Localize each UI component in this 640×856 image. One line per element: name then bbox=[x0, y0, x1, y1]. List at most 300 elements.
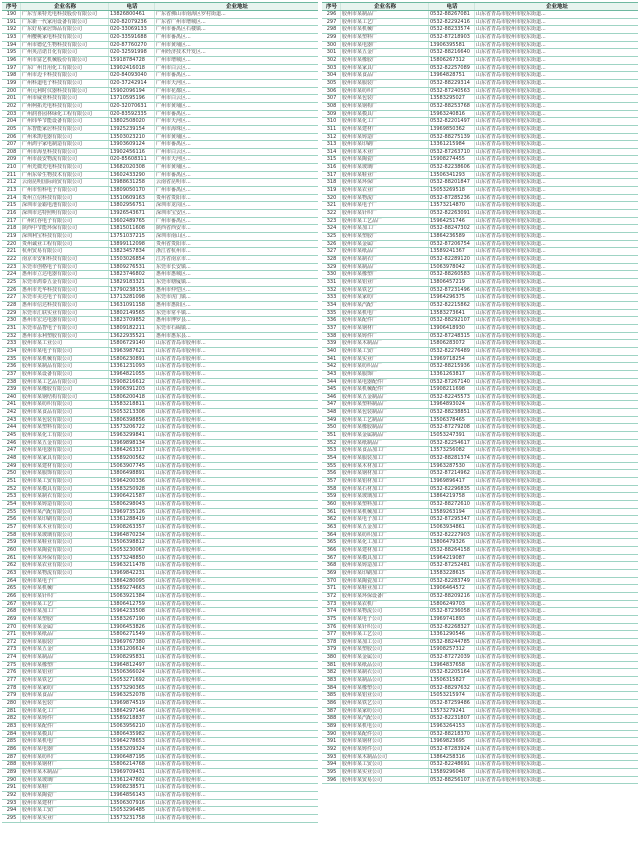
cell-name: 胶州市某家纺厂 bbox=[20, 685, 108, 692]
table-row bbox=[322, 685, 638, 693]
cell-tel: 13503023210 bbox=[108, 134, 154, 141]
cell-no: 276 bbox=[6, 669, 17, 676]
cell-addr: 山东省青岛市胶州市胶东街道... bbox=[474, 493, 638, 500]
cell-addr: 广州市番禺区... bbox=[154, 141, 318, 148]
cell-addr: 山东省青岛市胶州市胶东街道... bbox=[474, 486, 638, 493]
cell-tel: 13964893024 bbox=[428, 401, 474, 408]
table-row bbox=[2, 302, 318, 310]
cell-name: 东莞市汇联实业有限公司 bbox=[20, 310, 108, 317]
cell-name: 广州市恒科电子有限公司 bbox=[20, 187, 108, 194]
cell-tel: 13506366024 bbox=[108, 669, 154, 676]
cell-addr: 云南省昆明市... bbox=[154, 179, 318, 186]
cell-name: 胶州市某化工加工厂 bbox=[340, 539, 428, 546]
cell-addr: 山东省青岛市胶州市... bbox=[154, 585, 318, 592]
cell-tel: 13964812497 bbox=[108, 662, 154, 669]
table-row bbox=[322, 95, 638, 103]
table-row bbox=[2, 509, 318, 517]
cell-name: 胶州市某玻璃厂 bbox=[20, 777, 108, 784]
cell-tel: 0532-88292107 bbox=[428, 317, 474, 324]
table-row bbox=[322, 761, 638, 769]
cell-name: 胶州市某农业厂 bbox=[340, 187, 428, 194]
cell-tel: 020-84093040 bbox=[108, 72, 154, 79]
cell-no: 349 bbox=[326, 416, 337, 423]
cell-no: 218 bbox=[6, 225, 17, 232]
cell-no: 198 bbox=[6, 72, 17, 79]
cell-addr: 山东省青岛市胶州市胶东街道... bbox=[474, 585, 638, 592]
cell-no: 235 bbox=[6, 355, 17, 362]
cell-addr: 山东省青岛市胶州市胶东街道... bbox=[474, 516, 638, 523]
cell-no: 323 bbox=[326, 217, 337, 224]
cell-name: 胶州市某服饰有限公司 bbox=[20, 470, 108, 477]
cell-tel: 15063907745 bbox=[108, 463, 154, 470]
cell-addr: 山东省青岛市胶州市胶东街道... bbox=[474, 562, 638, 569]
table-row bbox=[322, 317, 638, 325]
cell-tel: 0532-88215936 bbox=[428, 363, 474, 370]
cell-name: 胶州市某工艺公司 bbox=[340, 631, 428, 638]
cell-no: 254 bbox=[6, 501, 17, 507]
cell-tel: 13583228615 bbox=[428, 570, 474, 577]
table-row bbox=[322, 49, 638, 57]
cell-name: 广东新一代家用设备有限公司 bbox=[20, 19, 108, 26]
cell-name: 胶州市某铁艺厂 bbox=[340, 287, 428, 294]
table-row bbox=[322, 555, 638, 563]
cell-name: 胶州市某机电厂 bbox=[20, 738, 108, 745]
cell-addr: 山东省青岛市胶州市胶东街道... bbox=[474, 65, 638, 72]
cell-tel: 13906421587 bbox=[108, 493, 154, 500]
cell-no: 364 bbox=[326, 531, 337, 538]
cell-name: 胶州市某包装厂 bbox=[340, 95, 428, 102]
cell-addr: 深圳市南山区... bbox=[154, 233, 318, 240]
table-row bbox=[2, 118, 318, 126]
cell-name: 东莞市晶智电子有限公司 bbox=[20, 325, 108, 332]
cell-no: 314 bbox=[326, 148, 337, 155]
cell-no: 238 bbox=[6, 378, 17, 385]
table-row bbox=[2, 761, 318, 769]
cell-tel: 13806457219 bbox=[428, 279, 474, 286]
cell-no: 316 bbox=[326, 164, 337, 171]
cell-no: 388 bbox=[326, 715, 337, 722]
cell-addr: 山东省青岛市胶州市胶东街道... bbox=[474, 463, 638, 470]
cell-addr: 山东省青岛市胶州市胶东街道... bbox=[474, 156, 638, 163]
cell-addr: 山东省青岛市胶州市... bbox=[154, 662, 318, 669]
cell-addr: 山东省青岛市胶州市... bbox=[154, 624, 318, 631]
cell-no: 216 bbox=[6, 210, 17, 217]
cell-tel: 13969718254 bbox=[428, 356, 474, 363]
cell-name: 胶州市某塑料有限公司 bbox=[20, 424, 108, 431]
cell-no: 367 bbox=[326, 554, 337, 561]
cell-tel: 13864236589 bbox=[428, 233, 474, 240]
cell-name: 胶州市某五金厂 bbox=[20, 646, 108, 653]
cell-addr: 山东省青岛市胶州市... bbox=[154, 578, 318, 585]
table-row bbox=[2, 562, 318, 570]
cell-addr: 深圳市宝安区... bbox=[154, 210, 318, 217]
cell-addr: 惠州市惠阳区... bbox=[154, 302, 318, 309]
cell-tel: 0532-87231496 bbox=[428, 287, 474, 294]
table-row bbox=[322, 156, 638, 164]
cell-no: 194 bbox=[6, 41, 17, 48]
cell-tel: 15963264153 bbox=[428, 723, 474, 730]
cell-addr: 山东省青岛市胶州市... bbox=[154, 784, 318, 791]
cell-addr: 山东省青岛市胶州市胶东街道... bbox=[474, 248, 638, 255]
cell-no: 204 bbox=[6, 118, 17, 125]
cell-name: 胶州市某包装厂 bbox=[20, 700, 108, 707]
cell-no: 213 bbox=[6, 187, 17, 194]
cell-addr: 惠州市惠城区... bbox=[154, 271, 318, 278]
cell-tel: 020-82079236 bbox=[108, 19, 154, 26]
table-row bbox=[2, 417, 318, 425]
cell-addr: 山东省青岛市胶州市胶东街道... bbox=[474, 639, 638, 646]
cell-name: 胶州市某纸品公司 bbox=[340, 662, 428, 669]
table-row bbox=[322, 708, 638, 716]
cell-tel: 15063934861 bbox=[428, 524, 474, 531]
cell-no: 285 bbox=[6, 738, 17, 745]
cell-tel: 15963240816 bbox=[428, 111, 474, 118]
cell-tel: 13906418930 bbox=[428, 325, 474, 332]
cell-name: 胶州市某塑料厂 bbox=[340, 34, 428, 41]
cell-name: 胶州市某建材有限公司 bbox=[20, 463, 108, 470]
cell-name: 胶州市某木制品厂 bbox=[340, 340, 428, 347]
cell-name: 胶州市某玻璃厂 bbox=[340, 164, 428, 171]
cell-tel: 13506341293 bbox=[428, 172, 474, 179]
cell-no: 202 bbox=[6, 102, 17, 109]
table-row bbox=[2, 516, 318, 524]
cell-no: 389 bbox=[326, 723, 337, 730]
cell-no: 344 bbox=[326, 378, 337, 385]
cell-name: 胶州市某钢结构有限公司 bbox=[20, 394, 108, 401]
cell-no: 245 bbox=[6, 432, 17, 439]
table-row bbox=[2, 409, 318, 417]
table-row bbox=[2, 815, 318, 823]
table-row bbox=[322, 669, 638, 677]
table-row bbox=[322, 195, 638, 203]
cell-no: 313 bbox=[326, 141, 337, 148]
table-row bbox=[322, 80, 638, 88]
cell-no: 325 bbox=[326, 233, 337, 240]
cell-tel: 0532-87263710 bbox=[428, 149, 474, 156]
cell-name: 胶州市某工贸厂 bbox=[340, 348, 428, 355]
cell-tel: 0532-88244785 bbox=[428, 639, 474, 646]
table-row bbox=[2, 800, 318, 808]
header-tel: 电话 bbox=[428, 3, 474, 10]
cell-no: 390 bbox=[326, 730, 337, 737]
table-row bbox=[2, 195, 318, 203]
cell-addr: 山东省青岛市胶州市胶东街道... bbox=[474, 72, 638, 79]
cell-tel: 0532-82227903 bbox=[428, 532, 474, 539]
table-row bbox=[322, 340, 638, 348]
table-row bbox=[2, 95, 318, 103]
cell-tel: 13864263317 bbox=[108, 447, 154, 454]
table-row bbox=[2, 294, 318, 302]
cell-tel: 13802508020 bbox=[108, 118, 154, 125]
cell-tel: 13806479326 bbox=[428, 539, 474, 546]
table-row bbox=[2, 103, 318, 111]
table-row bbox=[322, 417, 638, 425]
table-row bbox=[2, 264, 318, 272]
cell-name: 胶州市某塑胶厂 bbox=[340, 233, 428, 240]
cell-name: 胶州市某铁艺公司 bbox=[340, 700, 428, 707]
cell-tel: 15908274455 bbox=[428, 156, 474, 163]
table-row bbox=[2, 662, 318, 670]
cell-tel: 13823709852 bbox=[108, 317, 154, 324]
cell-addr: 山东省青岛市胶州市胶东街道... bbox=[474, 271, 638, 278]
table-row bbox=[322, 593, 638, 601]
cell-addr: 惠州市博罗县... bbox=[154, 317, 318, 324]
table-row bbox=[2, 478, 318, 486]
cell-name: 胶州市某铸造厂 bbox=[340, 134, 428, 141]
cell-no: 393 bbox=[326, 753, 337, 760]
table-row bbox=[322, 754, 638, 762]
cell-tel: 13806435982 bbox=[108, 731, 154, 738]
cell-no: 335 bbox=[326, 309, 337, 316]
enterprise-table-right bbox=[322, 2, 638, 784]
table-row bbox=[2, 493, 318, 501]
cell-name: 广州鸿宇家电制造有限公司 bbox=[20, 141, 108, 148]
cell-name: 胶州市某服饰厂 bbox=[340, 371, 428, 378]
cell-no: 282 bbox=[6, 715, 17, 722]
cell-tel: 0532-87259486 bbox=[428, 700, 474, 707]
cell-tel: 13573214870 bbox=[428, 202, 474, 209]
cell-addr: 山东省青岛市胶州市胶东街道... bbox=[474, 348, 638, 355]
table-row bbox=[2, 317, 318, 325]
cell-no: 312 bbox=[326, 133, 337, 140]
cell-name: 广东智能家居科技有限公司 bbox=[20, 126, 108, 133]
table-body bbox=[322, 11, 638, 784]
cell-addr: 山东省青岛市胶州市胶东街道... bbox=[474, 111, 638, 118]
cell-name: 广州柯拓光电科技有限公司 bbox=[20, 103, 108, 110]
cell-name: 胶州市某铸件厂 bbox=[340, 333, 428, 340]
table-row bbox=[322, 179, 638, 187]
cell-no: 354 bbox=[326, 455, 337, 462]
cell-no: 248 bbox=[6, 455, 17, 462]
cell-name: 胶州市某钢构厂 bbox=[340, 103, 428, 110]
cell-tel: 13906453826 bbox=[108, 624, 154, 631]
cell-tel: 13583295027 bbox=[428, 95, 474, 102]
cell-name: 胶州市某工艺品有限公司 bbox=[20, 379, 108, 386]
table-row bbox=[322, 218, 638, 226]
cell-addr: 山东省青岛市胶州市... bbox=[154, 685, 318, 692]
cell-addr: 山东省青岛市胶州市... bbox=[154, 478, 318, 485]
cell-tel: 020-32070631 bbox=[108, 103, 154, 110]
cell-addr: 山东省青岛市胶州市胶东街道... bbox=[474, 708, 638, 715]
table-row bbox=[322, 524, 638, 532]
cell-no: 377 bbox=[326, 631, 337, 638]
cell-no: 381 bbox=[326, 661, 337, 668]
cell-no: 337 bbox=[326, 324, 337, 331]
cell-name: 胶州市某物流公司 bbox=[340, 608, 428, 615]
cell-no: 334 bbox=[326, 301, 337, 308]
cell-no: 375 bbox=[326, 615, 337, 622]
cell-no: 207 bbox=[6, 141, 17, 148]
cell-addr: 广州市天河区... bbox=[154, 156, 318, 163]
cell-tel: 13963987621 bbox=[108, 348, 154, 355]
cell-tel: 15908238571 bbox=[108, 784, 154, 791]
cell-no: 271 bbox=[6, 631, 17, 638]
table-row bbox=[322, 401, 638, 409]
cell-name: 胶州市某电子公司 bbox=[340, 616, 428, 623]
cell-name: 深圳利宝科技有限公司 bbox=[20, 233, 108, 240]
cell-tel: 15806230891 bbox=[108, 356, 154, 363]
cell-addr: 山东省青岛市胶州市... bbox=[154, 348, 318, 355]
cell-tel: 0532-87267140 bbox=[428, 379, 474, 386]
cell-addr: 山东省青岛市胶州市... bbox=[154, 532, 318, 539]
table-row bbox=[322, 639, 638, 647]
cell-tel: 15053271692 bbox=[108, 677, 154, 684]
table-row bbox=[2, 202, 318, 210]
cell-no: 249 bbox=[6, 462, 17, 469]
cell-name: 胶州市某服装加工厂 bbox=[340, 455, 428, 462]
cell-addr: 山东省青岛市胶州市胶东街道... bbox=[474, 478, 638, 485]
table-row bbox=[2, 754, 318, 762]
table-row bbox=[2, 141, 318, 149]
cell-no: 243 bbox=[6, 416, 17, 423]
cell-no: 193 bbox=[6, 33, 17, 40]
table-row bbox=[322, 72, 638, 80]
table-row bbox=[322, 118, 638, 126]
cell-no: 224 bbox=[6, 271, 17, 278]
cell-addr: 山东省青岛市胶州市... bbox=[154, 715, 318, 722]
cell-tel: 0532-88209216 bbox=[428, 593, 474, 600]
table-row bbox=[2, 325, 318, 333]
cell-name: 广州科道电子科技有限公司 bbox=[20, 80, 108, 87]
cell-tel: 15806249703 bbox=[428, 601, 474, 608]
cell-no: 259 bbox=[6, 539, 17, 546]
table-row bbox=[2, 746, 318, 754]
cell-tel: 0532-88253768 bbox=[428, 103, 474, 110]
cell-tel: 13682020308 bbox=[108, 164, 154, 171]
cell-addr: 山东省青岛市胶州市胶东街道... bbox=[474, 210, 638, 217]
cell-name: 广州市富艺机械股份有限公司 bbox=[20, 57, 108, 64]
cell-no: 225 bbox=[6, 278, 17, 285]
cell-name: 胶州市某家具厂 bbox=[340, 65, 428, 72]
table-row bbox=[322, 700, 638, 708]
cell-tel: 13503026854 bbox=[108, 256, 154, 263]
cell-addr: 山东省青岛市胶州市胶东街道... bbox=[474, 547, 638, 554]
cell-name: 贵州诚业工程有限公司 bbox=[20, 241, 108, 248]
cell-name: 胶州市某配件公司 bbox=[340, 731, 428, 738]
cell-addr: 山东省青岛市胶州市胶东街道... bbox=[474, 95, 638, 102]
table-row bbox=[2, 279, 318, 287]
cell-no: 331 bbox=[326, 278, 337, 285]
table-row bbox=[322, 723, 638, 731]
table-row bbox=[2, 379, 318, 387]
cell-no: 387 bbox=[326, 707, 337, 714]
cell-no: 221 bbox=[6, 248, 17, 255]
table-row bbox=[2, 80, 318, 88]
cell-no: 291 bbox=[6, 784, 17, 791]
cell-addr: 山东省青岛市胶州市胶东街道... bbox=[474, 57, 638, 64]
cell-no: 288 bbox=[6, 761, 17, 768]
cell-name: 胶州市某鞋业有限公司 bbox=[20, 539, 108, 546]
cell-no: 281 bbox=[6, 707, 17, 714]
cell-tel: 15806214768 bbox=[108, 761, 154, 768]
table-row bbox=[322, 348, 638, 356]
cell-tel: 0532-87240563 bbox=[428, 88, 474, 95]
cell-tel: 0532-82248691 bbox=[428, 761, 474, 768]
table-row bbox=[322, 608, 638, 616]
cell-no: 278 bbox=[6, 684, 17, 691]
cell-tel: 13602433290 bbox=[108, 172, 154, 179]
table-row bbox=[2, 164, 318, 172]
cell-no: 339 bbox=[326, 340, 337, 347]
cell-name: 胶州市某钢材加工厂 bbox=[340, 470, 428, 477]
cell-tel: 13829183321 bbox=[108, 279, 154, 286]
table-row bbox=[2, 111, 318, 119]
enterprise-table-left bbox=[2, 2, 318, 823]
cell-name: 胶州市某制品厂 bbox=[340, 264, 428, 271]
cell-name: 惠州市宏达电器有限公司 bbox=[20, 317, 108, 324]
cell-no: 208 bbox=[6, 148, 17, 155]
table-row bbox=[322, 631, 638, 639]
table-row bbox=[2, 19, 318, 27]
cell-name: 胶州市某金属厂 bbox=[340, 241, 428, 248]
cell-name: 胶州市某食品加工厂 bbox=[340, 447, 428, 454]
cell-tel: 13589200562 bbox=[108, 455, 154, 462]
cell-no: 283 bbox=[6, 723, 17, 730]
cell-tel: 15964233508 bbox=[108, 608, 154, 615]
cell-name: 胶州市某服装厂 bbox=[20, 639, 108, 646]
cell-name: 胶州市某模具厂 bbox=[340, 111, 428, 118]
cell-addr: 山东省青岛市胶州市胶东街道... bbox=[474, 310, 638, 317]
cell-tel: 15908263357 bbox=[108, 524, 154, 531]
cell-tel: 13964870234 bbox=[108, 532, 154, 539]
cell-tel: 15908295831 bbox=[108, 654, 154, 661]
cell-no: 357 bbox=[326, 478, 337, 485]
cell-no: 394 bbox=[326, 761, 337, 768]
table-row bbox=[2, 669, 318, 677]
cell-no: 297 bbox=[326, 18, 337, 25]
cell-tel: 13809050170 bbox=[108, 187, 154, 194]
cell-name: 东莞市美达电子有限公司 bbox=[20, 294, 108, 301]
cell-no: 340 bbox=[326, 347, 337, 354]
cell-name: 深圳市金霸电池有限公司 bbox=[20, 202, 108, 209]
table-row bbox=[322, 65, 638, 73]
table-row bbox=[322, 547, 638, 555]
cell-name: 胶州市某铸造加工厂 bbox=[340, 562, 428, 569]
cell-no: 260 bbox=[6, 546, 17, 553]
table-row bbox=[2, 356, 318, 364]
table-row bbox=[2, 394, 318, 402]
table-row bbox=[2, 126, 318, 134]
header-name: 企业名称 bbox=[20, 3, 108, 10]
cell-no: 391 bbox=[326, 738, 337, 745]
cell-tel: 15053247391 bbox=[428, 432, 474, 439]
cell-no: 214 bbox=[6, 194, 17, 201]
cell-tel: 13573279241 bbox=[428, 708, 474, 715]
cell-tel: 13864280095 bbox=[108, 578, 154, 585]
cell-tel: 13506315827 bbox=[428, 677, 474, 684]
cell-tel: 13751037215 bbox=[108, 233, 154, 240]
cell-addr: 山东省青岛市胶州市胶东街道... bbox=[474, 19, 638, 26]
cell-name: 胶州市某五金厂 bbox=[340, 49, 428, 56]
cell-tel: 0532-88275139 bbox=[428, 134, 474, 141]
table-row bbox=[2, 72, 318, 80]
cell-no: 292 bbox=[6, 791, 17, 798]
cell-addr: 山东省青岛市胶州市... bbox=[154, 432, 318, 439]
table-row bbox=[2, 555, 318, 563]
cell-addr: 山东省青岛市胶州市... bbox=[154, 455, 318, 462]
table-row bbox=[2, 340, 318, 348]
cell-tel: 15908211698 bbox=[428, 386, 474, 393]
cell-addr: 山东省青岛市胶州市... bbox=[154, 386, 318, 393]
cell-name: 胶州市某制衣厂 bbox=[340, 256, 428, 263]
cell-addr: 山东省青岛市胶州市... bbox=[154, 807, 318, 814]
cell-tel: 13589218837 bbox=[108, 715, 154, 722]
table-row bbox=[2, 524, 318, 532]
cell-addr: 山东省青岛市胶州市胶东街道... bbox=[474, 325, 638, 332]
table-row bbox=[322, 646, 638, 654]
cell-name: 胶州市某机械加工厂 bbox=[340, 509, 428, 516]
cell-addr: 广州市增城区... bbox=[154, 57, 318, 64]
